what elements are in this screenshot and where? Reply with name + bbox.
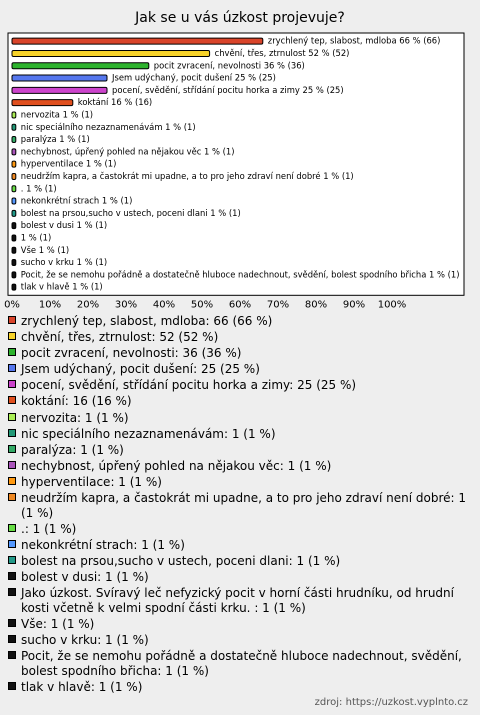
legend-item: [8, 378, 474, 393]
bar-7: [12, 112, 16, 118]
bar-label-2: chvění, třes, ztrnulost 52 % (52): [214, 47, 350, 58]
legend-swatch: [8, 477, 16, 485]
legend-swatch: [8, 635, 16, 643]
bar-label-18: Vše 1 % (1): [20, 244, 70, 255]
legend-swatch: [8, 556, 16, 564]
x-tick-label: 20%: [76, 299, 100, 311]
legend-item: [8, 475, 474, 490]
bar-5: [12, 87, 107, 93]
bar-20: [12, 272, 16, 278]
legend-label: neudržím kapra, a častokrát mi upadne, a to pro jeho zdraví není dobré: 1 (1 %): [21, 491, 466, 520]
bar-3: [12, 63, 149, 69]
bar-label-7: nervozita 1 % (1): [20, 109, 94, 120]
legend-label: .: 1 (1 %): [21, 521, 77, 536]
legend-item: [8, 411, 474, 426]
legend-swatch: [8, 445, 16, 453]
legend-item: [8, 586, 474, 615]
legend-label: nekonkrétní strach: 1 (1 %): [21, 537, 185, 552]
legend-label: nervozita: 1 (1 %): [21, 410, 129, 425]
legend-label: nic speciálního nezaznamenávám: 1 (1 %): [21, 426, 276, 441]
x-tick-label: 80%: [304, 299, 328, 311]
legend-swatch: [8, 348, 16, 356]
legend-item: [8, 346, 474, 361]
legend-item: [8, 459, 474, 474]
legend-swatch: [8, 429, 16, 437]
legend-swatch: [8, 316, 16, 324]
bar-label-8: nic speciálního nezaznamenávám 1 % (1): [20, 121, 196, 132]
legend-swatch: [8, 413, 16, 421]
bar-9: [12, 137, 16, 143]
bar-label-21: tlak v hlavě 1 % (1): [20, 281, 103, 292]
legend-label: sucho v krku: 1 (1 %): [21, 632, 149, 647]
legend-label: pocit zvracení, nevolnosti: 36 (36 %): [21, 346, 242, 361]
legend-swatch: [8, 619, 16, 627]
bar-label-11: hyperventilace 1 % (1): [20, 158, 117, 169]
bar-label-1: zrychlený tep, slabost, mdloba 66 % (66): [267, 35, 441, 46]
bar-label-12: neudržím kapra, a častokrát mi upadne, a to pro jeho zdraví není dobré 1 % (1): [20, 170, 354, 181]
legend-swatch: [8, 651, 16, 659]
x-tick-label: 100%: [377, 299, 407, 311]
legend-label: Jsem udýchaný, pocit dušení: 25 (25 %): [21, 362, 260, 377]
legend-label: Pocit, že se nemohu pořádně a dostatečně hluboce nadechnout, svědění, bolest spodního břicha: 1 (1 %): [21, 648, 462, 678]
x-tick-label: 10%: [38, 299, 62, 311]
bar-label-3: pocit zvracení, nevolnosti 36 % (36): [153, 60, 305, 71]
legend-label: paralýza: 1 (1 %): [21, 442, 124, 457]
legend: [8, 314, 474, 696]
legend-label: bolest na prsou,sucho v ustech, poceni dlani: 1 (1 %): [21, 553, 341, 568]
bar-11: [12, 161, 16, 167]
chart-title: Jak se u vás úzkost projevuje?: [135, 10, 345, 26]
bar-label-16: bolest v dusi 1 % (1): [20, 220, 108, 231]
legend-swatch: [8, 396, 16, 404]
legend-item: [8, 443, 474, 458]
legend-label: bolest v dusi: 1 (1 %): [21, 570, 149, 584]
legend-label: hyperventilace: 1 (1 %): [21, 474, 162, 489]
legend-label: nechybnost, úpřený pohled na nějakou věc: 1 (1 %): [21, 458, 332, 473]
x-tick-label: 50%: [190, 299, 214, 311]
bar-label-19: sucho v krku 1 % (1): [20, 257, 108, 268]
legend-label: koktání: 16 (16 %): [21, 394, 132, 409]
legend-item: [8, 314, 474, 329]
legend-swatch: [8, 540, 16, 548]
legend-item: [8, 538, 474, 553]
x-tick-label: 60%: [228, 299, 252, 311]
bar-4: [12, 75, 107, 81]
bar-chart: [0, 0, 480, 312]
legend-item: [8, 633, 474, 648]
bar-13: [12, 186, 16, 192]
legend-item: [8, 394, 474, 409]
legend-item: [8, 427, 474, 442]
bar-label-5: pocení, svědění, střídání pocitu horka a zimy 25 % (25): [112, 84, 344, 95]
legend-swatch: [8, 572, 16, 580]
source-credit: zdroj: https://uzkost.vyplnto.cz: [314, 697, 468, 708]
bar-21: [12, 284, 16, 290]
bar-2: [12, 50, 210, 56]
bar-label-4: Jsem udýchaný, pocit dušení 25 % (25): [112, 72, 276, 83]
bar-8: [12, 124, 16, 130]
legend-label: zrychlený tep, slabost, mdloba: 66 (66 %): [21, 314, 273, 328]
legend-label: tlak v hlavě: 1 (1 %): [21, 679, 143, 694]
bar-label-10: nechybnost, úpřený pohled na nějakou věc 1 % (1): [20, 146, 235, 157]
legend-label: Vše: 1 (1 %): [21, 616, 95, 631]
bar-10: [12, 149, 16, 155]
bar-label-9: paralýza 1 % (1): [20, 134, 90, 145]
legend-item: [8, 554, 474, 569]
x-tick-label: 70%: [266, 299, 290, 311]
bar-1: [12, 38, 263, 44]
legend-swatch: [8, 493, 16, 501]
legend-swatch: [8, 682, 16, 690]
x-tick-label: 40%: [152, 299, 176, 311]
legend-swatch: [8, 524, 16, 532]
legend-item: [8, 649, 474, 678]
bar-14: [12, 198, 16, 204]
legend-swatch: [8, 332, 16, 340]
x-tick-label: 30%: [114, 299, 138, 311]
bar-6: [12, 100, 73, 106]
legend-label: pocení, svědění, střídání pocitu horka a zimy: 25 (25 %): [21, 378, 357, 393]
legend-swatch: [8, 461, 16, 469]
bar-19: [12, 260, 16, 266]
bar-12: [12, 173, 16, 179]
bar-16: [12, 223, 16, 229]
legend-item: [8, 362, 474, 377]
bar-label-13: . 1 % (1): [20, 183, 57, 194]
legend-label: Jako úzkost. Svíravý leč nefyzický pocit v horní části hrudníku, od hrudní kosti včetně k velmi spodní části krku. : 1 (1 %): [21, 586, 454, 615]
bar-label-15: bolest na prsou,sucho v ustech, poceni dlani 1 % (1): [20, 207, 241, 218]
bar-label-20: Pocit, že se nemohu pořádně a dostatečně hluboce nadechnout, svědění, bolest spodního břicha 1 % (1): [20, 269, 460, 280]
legend-swatch: [8, 380, 16, 388]
bar-17: [12, 235, 16, 241]
bar-label-17: 1 % (1): [20, 232, 52, 243]
legend-swatch: [8, 588, 16, 596]
legend-item: [8, 680, 474, 695]
x-tick-label: 0%: [4, 299, 20, 311]
bar-label-14: nekonkrétní strach 1 % (1): [20, 195, 133, 206]
legend-item: [8, 330, 474, 345]
bar-18: [12, 247, 16, 253]
bar-label-6: koktání 16 % (16): [77, 97, 153, 108]
legend-item: [8, 617, 474, 632]
legend-item: [8, 570, 474, 585]
legend-item: [8, 522, 474, 537]
legend-item: [8, 491, 474, 520]
x-tick-label: 90%: [342, 299, 366, 311]
legend-swatch: [8, 364, 16, 372]
bar-15: [12, 210, 16, 216]
legend-label: chvění, třes, ztrnulost: 52 (52 %): [21, 330, 219, 345]
